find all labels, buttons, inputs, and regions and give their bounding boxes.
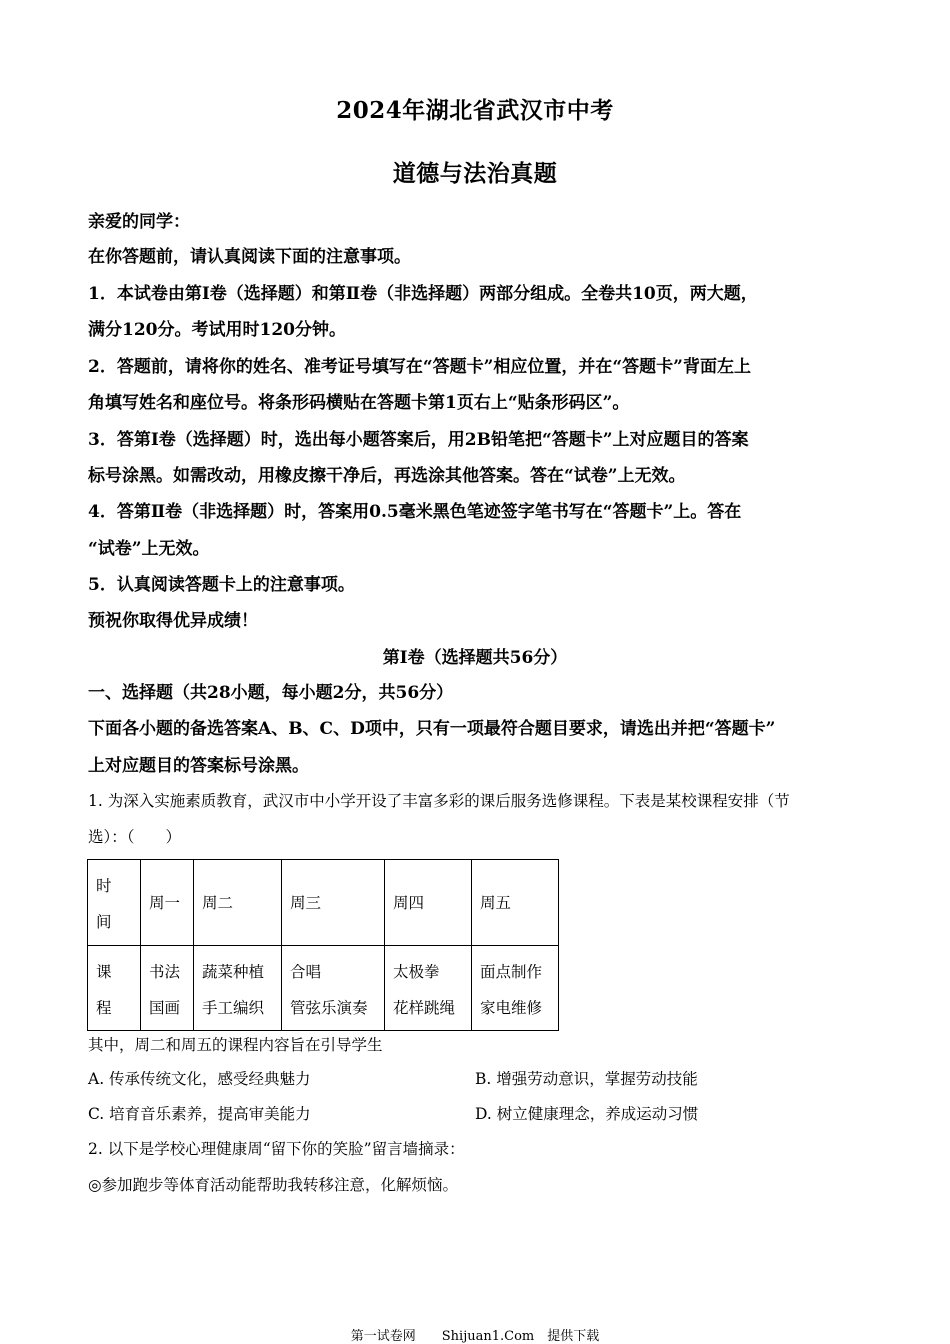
q1-stem-a: 1. 为深入实施素质教育，武汉市中小学开设了丰富多彩的课后服务选修课程。下表是某校课程安排（节 xyxy=(88,792,790,810)
q1-option-c: C. 培育音乐素养，提高审美能力 xyxy=(88,1105,311,1123)
wish-text: 预祝你取得优异成绩！ xyxy=(88,611,258,631)
notice-item-1a: 1．本试卷由第Ⅰ卷（选择题）和第Ⅱ卷（非选择题）两部分组成。全卷共10页，两大题， xyxy=(88,284,758,304)
table-cell: 书法 国画 xyxy=(141,946,194,1031)
part-heading: 一、选择题（共28小题，每小题2分，共56分） xyxy=(88,683,454,703)
notice-item-5: 5．认真阅读答题卡上的注意事项。 xyxy=(88,575,355,595)
table-cell: 太极拳 花样跳绳 xyxy=(385,946,472,1031)
table-cell: 周三 xyxy=(282,860,385,946)
q1-follow-text: 其中，周二和周五的课程内容旨在引导学生 xyxy=(88,1036,383,1054)
table-cell: 周二 xyxy=(194,860,282,946)
table-cell: 周五 xyxy=(472,860,559,946)
q2-quote-1: ◎参加跑步等体育活动能帮助我转移注意，化解烦恼。 xyxy=(88,1176,459,1194)
q1-option-d: D. 树立健康理念，养成运动习惯 xyxy=(475,1105,699,1123)
table-cell: 周一 xyxy=(141,860,194,946)
table-cell: 周四 xyxy=(385,860,472,946)
schedule-table xyxy=(87,859,559,1031)
notice-item-1b: 满分120分。考试用时120分钟。 xyxy=(88,320,346,340)
q1-option-b: B. 增强劳动意识，掌握劳动技能 xyxy=(475,1070,698,1088)
table-cell: 蔬菜种植 手工编织 xyxy=(194,946,282,1031)
notice-item-2b: 角填写姓名和座位号。将条形码横贴在答题卡第1页右上“贴条形码区”。 xyxy=(88,393,630,413)
notice-item-2a: 2．答题前，请将你的姓名、准考证号填写在“答题卡”相应位置，并在“答题卡”背面左上 xyxy=(88,357,751,377)
notice-item-4b: “试卷”上无效。 xyxy=(88,539,210,559)
table-row xyxy=(88,946,559,1031)
exam-subtitle: 道德与法治真题 xyxy=(392,160,558,187)
page-footer: 第一试卷网 Shijuan1.Com 提供下载 xyxy=(350,1329,600,1344)
notice-item-4a: 4．答第Ⅱ卷（非选择题）时，答案用0.5毫米黑色笔迹签字笔书写在“答题卡”上。答在 xyxy=(88,502,742,522)
notice-item-3a: 3．答第Ⅰ卷（选择题）时，选出每小题答案后，用2B铅笔把“答题卡”上对应题目的答案 xyxy=(88,430,749,450)
greeting: 亲爱的同学： xyxy=(88,212,190,232)
instruction-b: 上对应题目的答案标号涂黑。 xyxy=(88,756,309,776)
table-row xyxy=(88,860,559,946)
table-cell: 合唱 管弦乐演奏 xyxy=(282,946,385,1031)
q1-stem-b: 选）：（ ） xyxy=(88,828,182,846)
table-cell: 时 间 xyxy=(88,860,141,946)
section-heading: 第Ⅰ卷（选择题共56分） xyxy=(382,648,568,668)
exam-title: 2024年湖北省武汉市中考 xyxy=(336,97,614,124)
table-cell: 课 程 xyxy=(88,946,141,1031)
table-cell: 面点制作 家电维修 xyxy=(472,946,559,1031)
instruction-a: 下面各小题的备选答案A、B、C、D项中，只有一项最符合题目要求，请选出并把“答题卡” xyxy=(88,719,776,739)
notice-item-3b: 标号涂黑。如需改动，用橡皮擦干净后，再选涂其他答案。答在“试卷”上无效。 xyxy=(88,466,686,486)
q2-stem: 2. 以下是学校心理健康周“留下你的笑脸”留言墙摘录： xyxy=(88,1140,465,1158)
notice-intro: 在你答题前，请认真阅读下面的注意事项。 xyxy=(88,247,411,267)
q1-option-a: A. 传承传统文化，感受经典魅力 xyxy=(88,1070,311,1088)
